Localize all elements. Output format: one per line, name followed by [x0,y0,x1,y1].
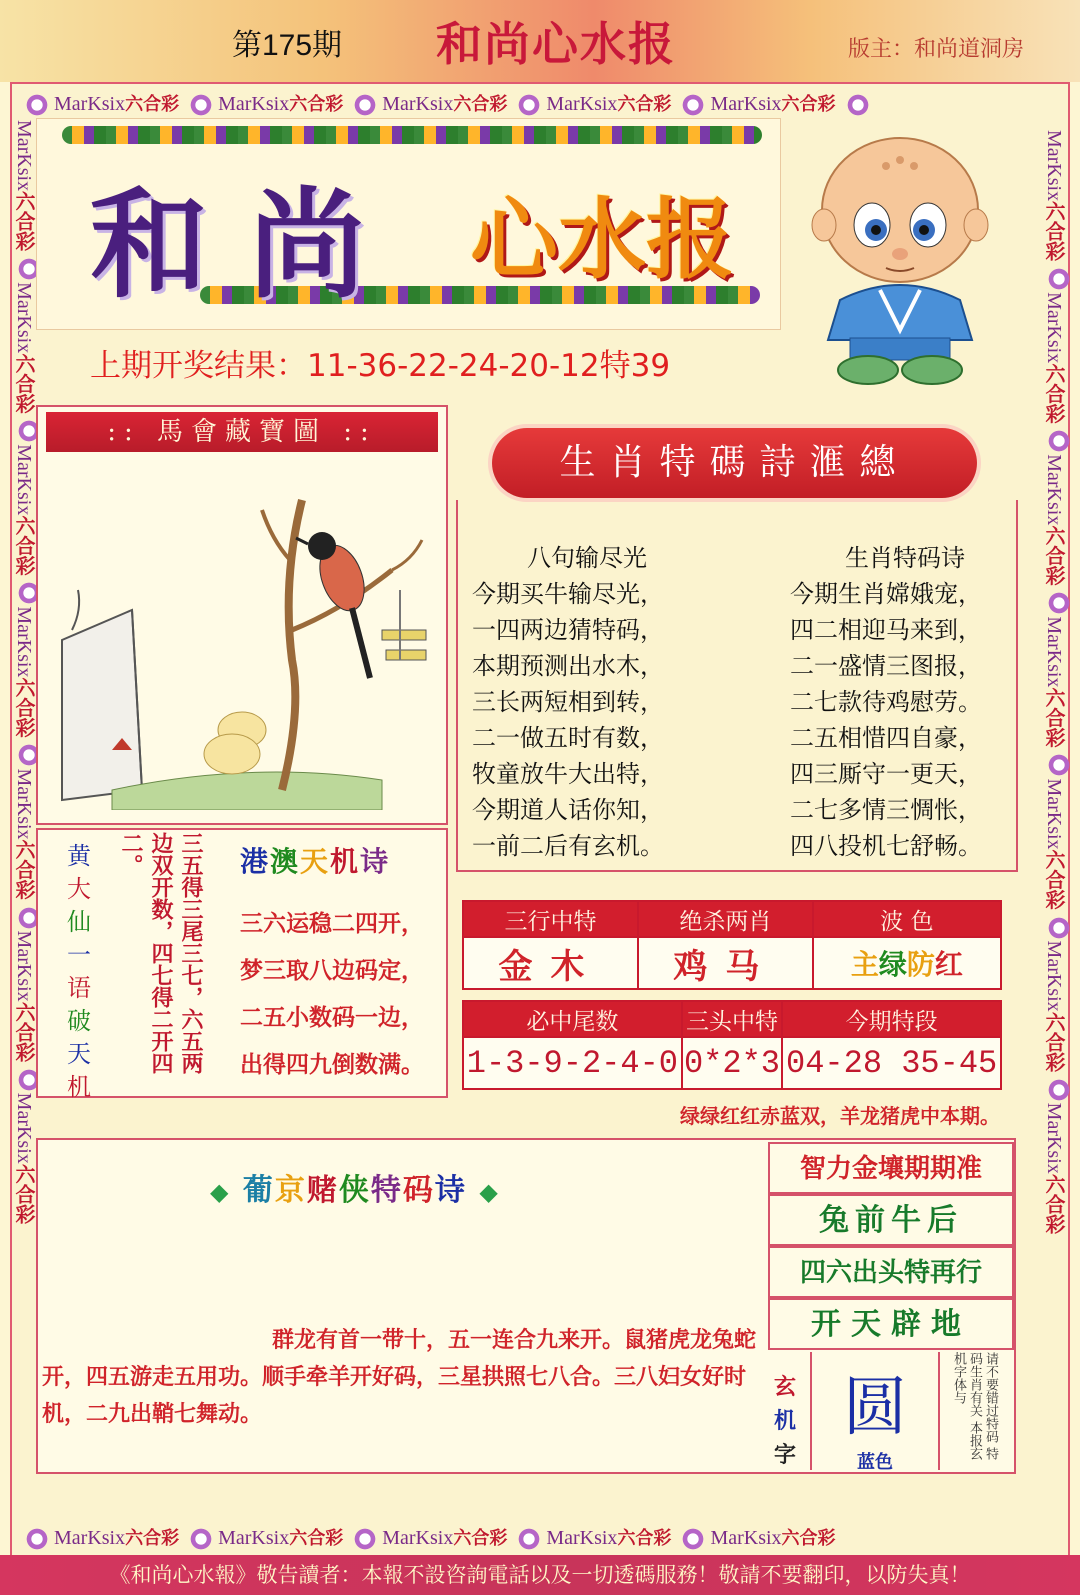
poem-line: 二七款待鸡慰劳。 [790,688,982,716]
table-header: 今期特段 [782,1001,1001,1037]
table-header: 绝杀两肖 [638,901,813,937]
poem-summary-title: 生肖特碼詩滙總 [492,428,977,498]
poem-line: 出得四九倒数满。 [240,1051,424,1078]
bottom-title: ◆ 葡京赌侠特码诗 ◆ [210,1173,500,1208]
flower-icon [24,92,50,118]
tail-numbers-value: 1-3-9-2-4-0 [463,1037,682,1089]
right-box-4: 开天辟地 [768,1298,1014,1350]
flower-icon [680,92,706,118]
watermark-row-bottom: MarKsix六合彩 MarKsix六合彩 MarKsix六合彩 MarKsix六合彩 MarKsix六合彩 [20,1524,836,1552]
right-box-1: 智力金壤期期准 [768,1142,1014,1194]
prediction-table-1 [462,900,1002,990]
poem-line: 四三厮守一更天， [790,760,982,788]
flower-icon [352,1526,378,1552]
poem-line: 四八投机七舒畅。 [790,832,982,860]
xuanji-char: 圆 [843,1371,907,1445]
flower-icon [1046,915,1072,941]
wave-color-value: 主绿防红 [813,937,1001,989]
editor-credit: 版主：和尚道洞房 [848,37,1025,62]
poem-line: 今期生肖嫦娥宠， [790,580,982,608]
watermark-row-top: MarKsix六合彩 MarKsix六合彩 MarKsix六合彩 MarKsix六合彩 MarKsix六合彩 [20,90,875,118]
flower-icon [1046,428,1072,454]
footer-notice: 《和尚心水報》敬告讀者：本報不設咨詢電話以及一切透碼服務！敬請不要翻印，以防失真！ [0,1555,1080,1595]
watermark-column-right: MarKsix六合彩 MarKsix六合彩 MarKsix六合彩 MarKsix六合彩 MarKsix六合彩 MarKsix六合彩 MarKsix六合彩 [1040,130,1076,1530]
gangao-title: 港澳天机诗 [240,845,391,878]
diamond-icon: ◆ [210,1178,231,1206]
table-header: 三头中特 [682,1001,783,1037]
poem-line: 二七多情三惆怅， [790,796,982,824]
issue-number: 第175期 [232,29,343,62]
poem-left-title: 八句输尽光 [527,544,647,572]
monk-mascot-illustration [790,130,1010,390]
poem-right-title: 生肖特码诗 [845,544,965,572]
xuanji-label: 玄 机 字 [774,1374,797,1468]
three-elements-value: 金木 [463,937,638,989]
right-box-2: 兔前牛后 [768,1194,1014,1246]
table-header: 必中尾数 [463,1001,682,1037]
flower-icon [1046,266,1072,292]
xuanji-char-box [810,1352,940,1473]
poem-line: 今期买牛输尽光， [472,580,664,608]
flower-icon [516,1526,542,1552]
masthead-subname: 心水报 [470,188,735,291]
watermark-column-left: MarKsix六合彩 MarKsix六合彩 MarKsix六合彩 MarKsix六合彩 MarKsix六合彩 MarKsix六合彩 MarKsix六合彩 [10,120,46,1520]
poem-line: 梦三取八边码定， [240,957,424,984]
bottom-poem-text: 群龙有首一带十，五一连合九来开。鼠猪虎龙兔蛇开，四五游走五用功。顺手牵羊开好码，三星拱照七八合。三八妇女好时机，二九出鞘七舞动。 [42,1327,757,1427]
bird-on-branch-illustration [52,460,436,810]
flower-icon [188,1526,214,1552]
special-range-value: 04-28 35-45 [782,1037,1001,1089]
poem-line: 一前二后有玄机。 [472,832,664,860]
flower-icon [1046,1077,1072,1103]
flower-icon [188,92,214,118]
prediction-table-2 [462,1000,1002,1090]
three-heads-value: 0*2*3 [682,1037,783,1089]
huang-daxian-poem: 三五得三尾三七，六五两边双开数，四七得二开四二。 [118,832,204,1074]
poem-line: 牧童放牛大出特， [472,760,664,788]
xuanji-color: 蓝色 [857,1452,893,1473]
color-note: 绿绿红红赤蓝双，羊龙猪虎中本期。 [680,1104,1000,1128]
treasure-map-title: :: 馬會藏寶圖 :: [46,412,438,452]
poem-line: 三六运稳二四开， [240,910,424,937]
xuanji-note: 请不要错过特码 特码生肖有关 本报玄机字体与 [951,1352,998,1461]
poem-line: 二一做五时有数， [472,724,664,752]
masthead-name: 和尚 [90,175,407,314]
kill-two-zodiac-value: 鸡马 [638,937,813,989]
flower-icon [845,92,871,118]
flower-icon [1046,590,1072,616]
table-header: 三行中特 [463,901,638,937]
diamond-icon: ◆ [479,1178,500,1206]
flower-garland-top [62,126,762,144]
right-box-3: 四六出头特再行 [768,1246,1014,1298]
gangao-poem [240,900,424,1088]
huang-daxian-title: 黄 大 仙 一 语 破 天 机 [67,842,91,1101]
top-paper-name: 和尚心水报 [436,17,676,71]
poem-line: 二一盛情三图报， [790,652,982,680]
poem-line: 二五相惜四自豪， [790,724,982,752]
poem-line: 三长两短相到转， [472,688,664,716]
poem-line: 今期道人话你知， [472,796,664,824]
poem-line: 本期预测出水木， [472,652,664,680]
table-header: 波 色 [813,901,1001,937]
last-draw-result: 上期开奖结果：11-36-22-24-20-12特39 [90,348,671,384]
poem-line: 一四两边猜特码， [472,616,664,644]
flower-icon [24,1526,50,1552]
flower-icon [352,92,378,118]
poem-line: 二五小数码一边， [240,1004,424,1031]
poem-left [472,540,702,864]
flower-icon [516,92,542,118]
flower-icon [680,1526,706,1552]
poem-line: 四二相迎马来到， [790,616,982,644]
poem-right [790,540,1020,864]
flower-icon [1046,752,1072,778]
